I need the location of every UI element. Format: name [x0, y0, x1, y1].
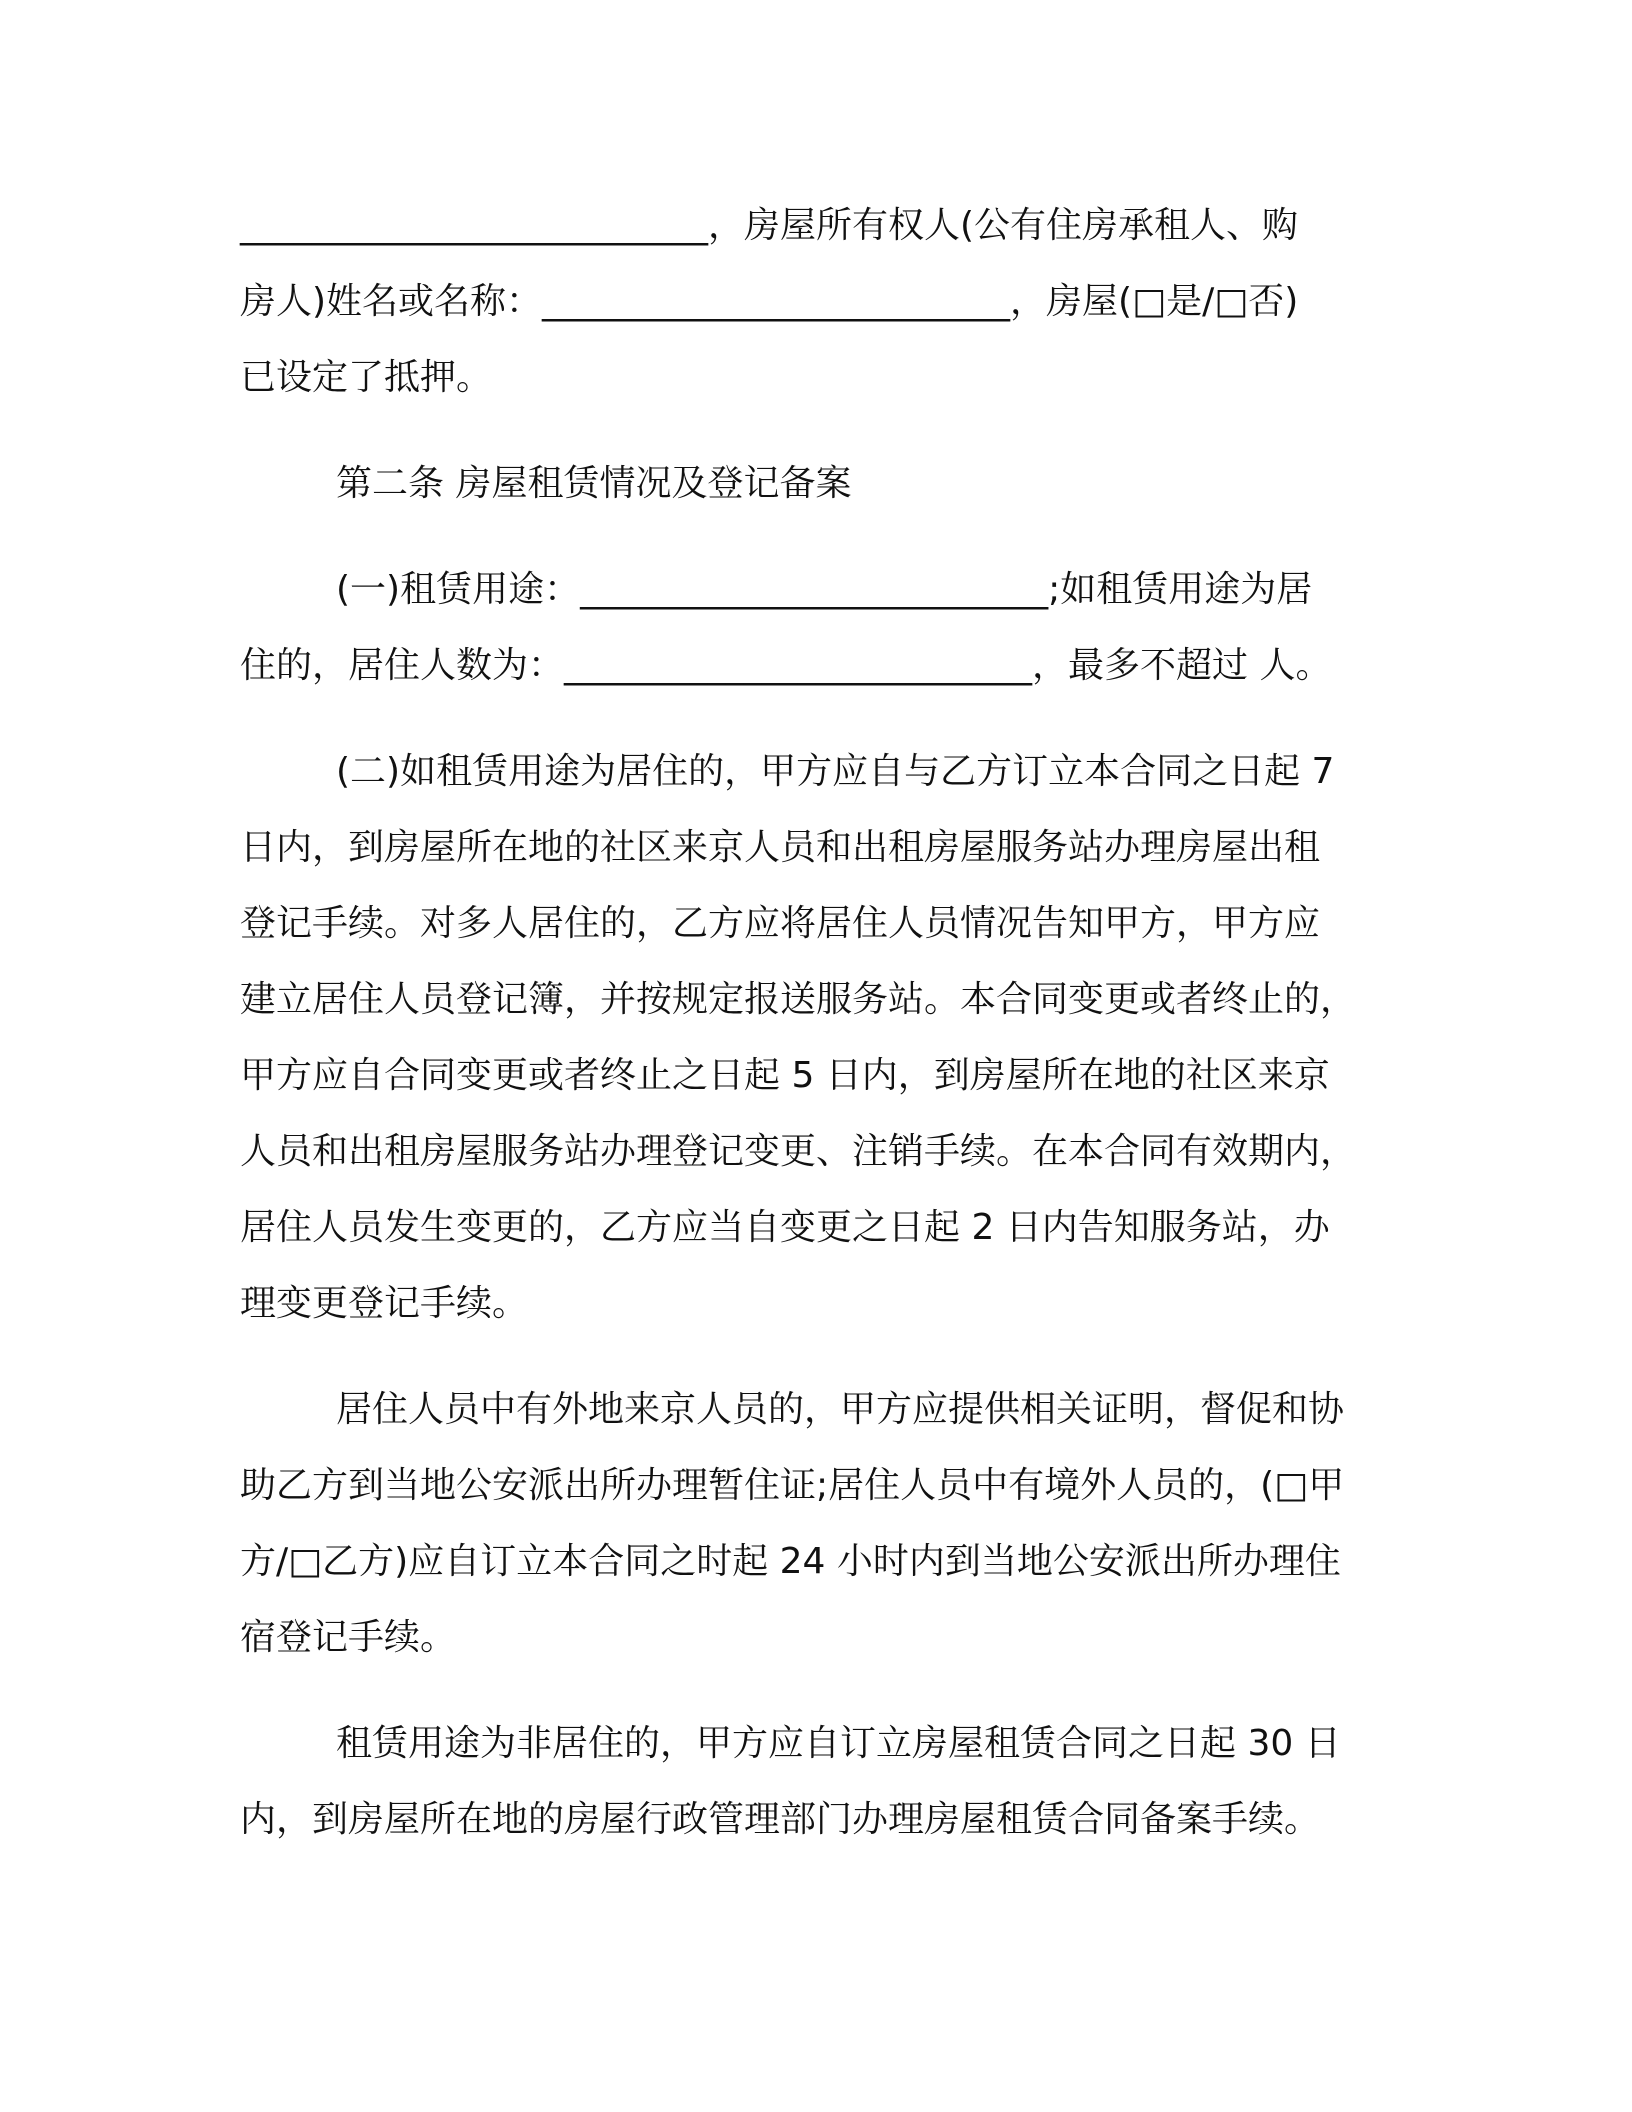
text-line: 内，到房屋所在地的房屋行政管理部门办理房屋租赁合同备案手续。: [240, 1799, 1321, 1840]
text-line: 登记手续。对多人居住的，乙方应将居住人员情况告知甲方，甲方应: [240, 903, 1321, 944]
text-line: __________________________，房屋所有权人(公有住房承租人、购: [240, 205, 1299, 246]
text-line: 租赁用途为非居住的，甲方应自订立房屋租赁合同之日起 30 日: [336, 1723, 1341, 1764]
text-line: 建立居住人员登记簿，并按规定报送服务站。本合同变更或者终止的，: [240, 979, 1357, 1020]
text-line: 日内，到房屋所在地的社区来京人员和出租房屋服务站办理房屋出租: [240, 827, 1321, 868]
text-line: (二)如租赁用途为居住的，甲方应自与乙方订立本合同之日起 7: [336, 751, 1335, 792]
text-line: 方/□乙方)应自订立本合同之时起 24 小时内到当地公安派出所办理住: [240, 1541, 1341, 1582]
text-line: (一)租赁用途：__________________________;如租赁用途为居: [336, 569, 1313, 610]
text-line: 居住人员发生变更的，乙方应当自变更之日起 2 日内告知服务站，办: [240, 1207, 1330, 1248]
paragraph-owner-info: [240, 188, 1392, 416]
article-title: 第二条 房屋租赁情况及登记备案: [336, 463, 852, 504]
document-body: [240, 188, 1392, 1858]
paragraph-lease-use: [240, 552, 1392, 704]
text-line: 住的，居住人数为：__________________________，最多不超过 人。: [240, 645, 1332, 686]
paragraph-registration: [240, 734, 1392, 1342]
text-line: 居住人员中有外地来京人员的，甲方应提供相关证明，督促和协: [336, 1389, 1345, 1430]
section-heading: [240, 446, 1392, 522]
text-line: 房人)姓名或名称：__________________________，房屋(□是/□否): [240, 281, 1299, 322]
text-line: 人员和出租房屋服务站办理登记变更、注销手续。在本合同有效期内，: [240, 1131, 1357, 1172]
text-line: 已设定了抵押。: [240, 357, 493, 398]
text-line: 甲方应自合同变更或者终止之日起 5 日内，到房屋所在地的社区来京: [240, 1055, 1330, 1096]
text-line: 宿登记手续。: [240, 1617, 457, 1658]
text-line: 助乙方到当地公安派出所办理暂住证;居住人员中有境外人员的，(□甲: [240, 1465, 1345, 1506]
text-line: 理变更登记手续。: [240, 1283, 529, 1324]
paragraph-nonlocal-residents: [240, 1372, 1392, 1676]
paragraph-non-residential: [240, 1706, 1392, 1858]
